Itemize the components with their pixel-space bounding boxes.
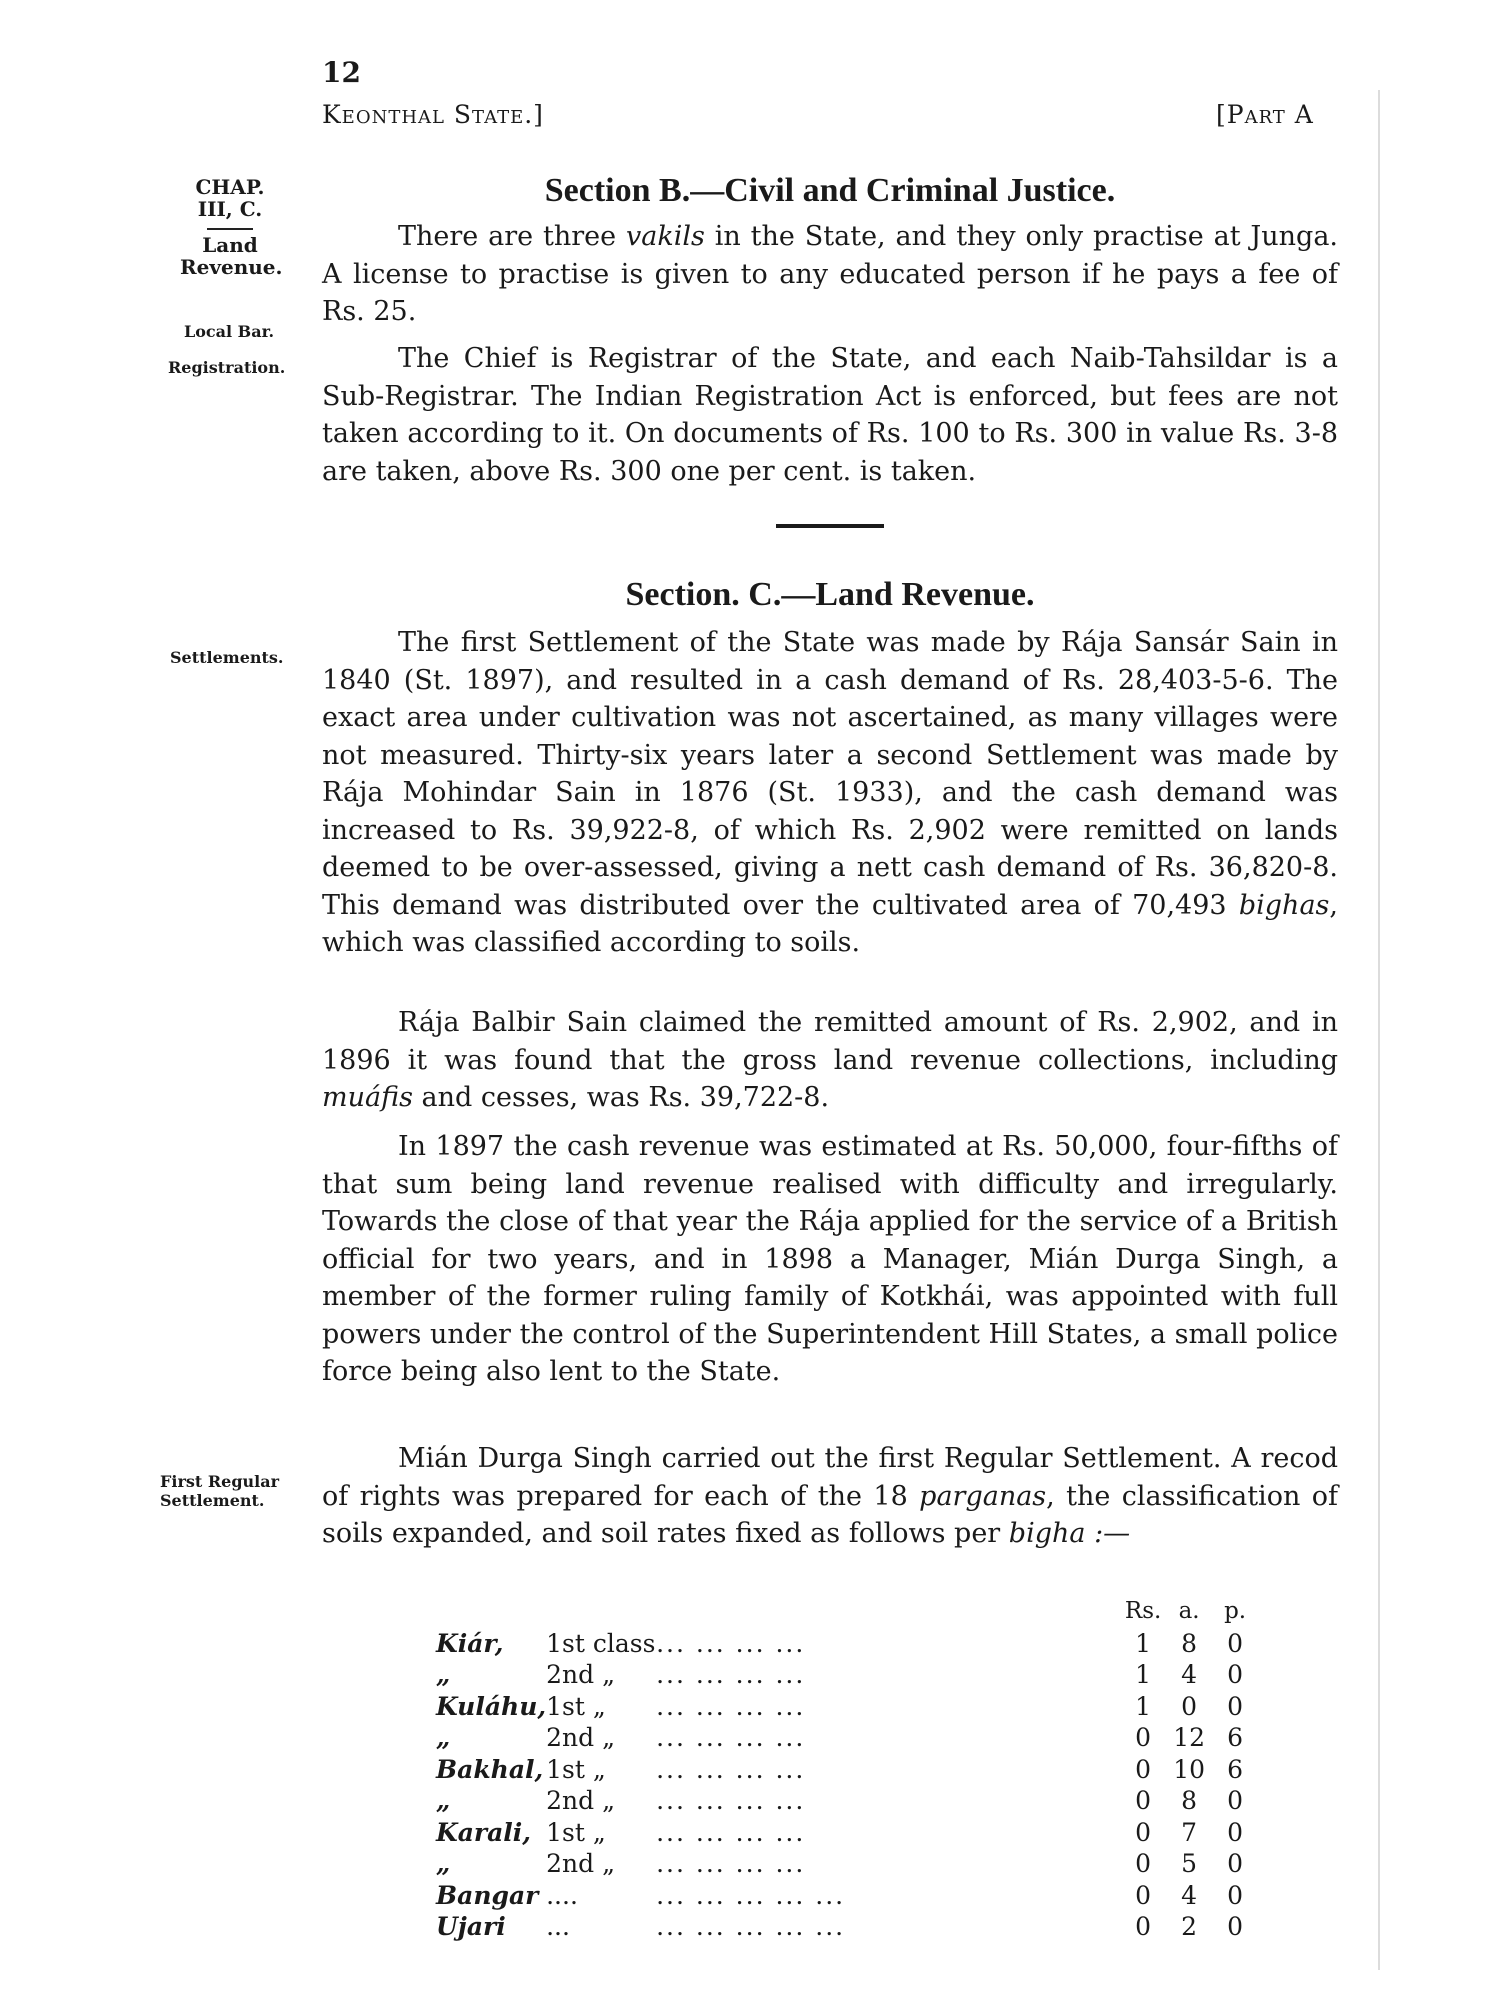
margin-note-local-bar: Local Bar.	[184, 322, 275, 341]
term-parganas: parganas	[919, 1480, 1047, 1512]
soil-name: Bangar	[436, 1880, 539, 1910]
rate-pies: 0	[1227, 1817, 1244, 1847]
soil-name: Ujari	[436, 1912, 506, 1941]
chapter-topic-1: Land	[202, 233, 258, 257]
soil-class: ...	[546, 1912, 570, 1941]
soil-class: ....	[546, 1880, 578, 1910]
table-row	[436, 1691, 1258, 1723]
table-row	[436, 1628, 1258, 1660]
margin-note-line-1: First Regular	[160, 1472, 280, 1491]
rate-pies: 0	[1227, 1880, 1244, 1910]
soil-class: 2nd „	[546, 1660, 616, 1689]
soil-class: 2nd „	[546, 1723, 616, 1752]
section-c-paragraph-3: In 1897 the cash revenue was estimated at Rs. 50,000, four-fifths of that sum being land revenue realised with difficulty and irregularly. Towards the close of that year the Rája applied for the service of a British official for two years, and in 1898 a Manager, Mián Durga Singh, a member of the former ruling family of Kotkhái, was appointed with full powers under the control of the Superintendent Hill States, a small police force being also lent to the State.	[322, 1131, 1338, 1387]
table-row	[436, 1848, 1258, 1880]
rate-rupees: 0	[1135, 1754, 1152, 1784]
leader-dots: ... ... ... ...	[656, 1660, 806, 1689]
soil-name: „	[436, 1723, 451, 1752]
leader-dots: ... ... ... ...	[656, 1723, 806, 1752]
rate-pies: 6	[1227, 1754, 1244, 1784]
leader-dots: ... ... ... ...	[656, 1849, 806, 1878]
soil-class: 1st „	[546, 1754, 606, 1784]
table-row	[436, 1911, 1258, 1943]
rate-annas: 4	[1181, 1880, 1198, 1910]
section-c-paragraph-4: Mián Durga Singh carried out the first Regular Settlement. A recod of rights was prepared for each of the 18 parganas, the classification of soils expanded, and soil rates fixed as follows per bigha :—	[322, 1443, 1338, 1549]
soil-class: 1st „	[546, 1691, 606, 1721]
table-row	[436, 1785, 1258, 1817]
rate-rupees: 0	[1135, 1849, 1152, 1878]
running-head-left: Keonthal State.]	[322, 100, 544, 129]
chapter-label: CHAP.	[195, 175, 265, 199]
margin-note-line-2: Settlement.	[160, 1491, 265, 1510]
table-row	[436, 1817, 1258, 1849]
soil-class: 2nd „	[546, 1849, 616, 1878]
rate-pies: 0	[1227, 1660, 1244, 1689]
rate-pies: 0	[1227, 1912, 1244, 1941]
leader-dots: ... ... ... ... ...	[656, 1912, 846, 1941]
chapter-number: III, C.	[197, 197, 263, 221]
leader-dots: ... ... ... ...	[656, 1691, 806, 1721]
rate-annas: 8	[1181, 1628, 1198, 1658]
chapter-topic-2: Revenue.	[180, 255, 283, 279]
rate-pies: 0	[1227, 1849, 1244, 1878]
table-row	[436, 1880, 1258, 1912]
rate-annas: 7	[1181, 1817, 1198, 1847]
margin-chapter-note	[180, 175, 283, 279]
section-c-heading: Section. C.—Land Revenue.	[625, 576, 1035, 613]
scan-edge-line	[1378, 90, 1380, 1970]
table-row	[436, 1659, 1258, 1691]
soil-class: 1st „	[546, 1817, 606, 1847]
section-b-heading: Section B.—Civil and Criminal Justice.	[544, 172, 1116, 209]
rate-annas: 5	[1181, 1849, 1198, 1878]
leader-dots: ... ... ... ...	[656, 1817, 806, 1847]
rate-annas: 0	[1181, 1691, 1198, 1721]
rate-annas: 4	[1181, 1660, 1198, 1689]
soil-class: 2nd „	[546, 1786, 616, 1815]
column-rupees: Rs.	[1124, 1598, 1162, 1624]
rate-pies: 6	[1227, 1723, 1244, 1752]
section-c-paragraph-2: Rája Balbir Sain claimed the remitted amount of Rs. 2,902, and in 1896 it was found that the gross land revenue collections, including muáfis and cesses, was Rs. 39,722-8.	[322, 1007, 1338, 1113]
soil-rates-table	[436, 1596, 1258, 1943]
section-b-paragraph-1: There are three vakils in the State, and they only practise at Junga. A license to practise is given to any educated person if he pays a fee of Rs. 25.	[322, 221, 1338, 327]
table-header-row	[436, 1596, 1258, 1628]
term-bighas: bighas	[1238, 889, 1330, 921]
rate-rupees: 1	[1135, 1660, 1152, 1689]
term-vakils: vakils	[626, 221, 705, 252]
rate-rupees: 0	[1135, 1723, 1152, 1752]
leader-dots: ... ... ... ...	[656, 1754, 806, 1784]
running-head-right: [Part A	[1216, 100, 1314, 129]
soil-name: Kuláhu,	[436, 1691, 547, 1721]
section-divider	[776, 524, 884, 528]
margin-note-registration: Registration.	[168, 358, 286, 377]
rate-rupees: 0	[1135, 1786, 1152, 1815]
soil-name: „	[436, 1849, 451, 1878]
term-bigha: bigha :—	[1008, 1518, 1131, 1549]
rate-annas: 12	[1173, 1723, 1206, 1752]
rate-annas: 2	[1181, 1912, 1198, 1941]
rate-rupees: 1	[1135, 1628, 1152, 1658]
soil-name: Karali,	[436, 1817, 531, 1847]
section-b-paragraph-2: The Chief is Registrar of the State, and each Naib-Tahsildar is a Sub-Registrar. The Indian Registration Act is enforced, but fees are not taken according to it. On documents of Rs. 100 to Rs. 300 in value Rs. 3-8 are taken, above Rs. 300 one per cent. is taken.	[322, 343, 1338, 487]
rate-annas: 10	[1173, 1754, 1206, 1784]
column-annas: a.	[1178, 1598, 1200, 1624]
margin-note-settlements: Settlements.	[170, 648, 284, 667]
section-c-paragraph-1: The first Settlement of the State was made by Rája Sansár Sain in 1840 (St. 1897), and resulted in a cash demand of Rs. 28,403-5-6. The exact area under cultivation was not ascertained, as many villages were not measured. Thirty-six years later a second Settlement was made by Rája Mohindar Sain in 1876 (St. 1933), and the cash demand was increased to Rs. 39,922-8, of which Rs. 2,902 were remitted on lands deemed to be over-assessed, giving a nett cash demand of Rs. 36,820-8. This demand was distributed over the cultivated area of 70,493 bighas, which was classified according to soils.	[322, 627, 1338, 958]
rate-rupees: 0	[1135, 1817, 1152, 1847]
page-number: 12	[322, 56, 361, 89]
margin-note-first-regular-settlement	[160, 1472, 310, 1510]
leader-dots: ... ... ... ...	[656, 1628, 806, 1658]
soil-name: Bakhal,	[436, 1754, 544, 1784]
rate-annas: 8	[1181, 1786, 1198, 1815]
rate-pies: 0	[1227, 1628, 1244, 1658]
soil-name: Kiár,	[436, 1628, 504, 1658]
chapter-divider	[207, 228, 253, 230]
table-row	[436, 1722, 1258, 1754]
rate-rupees: 1	[1135, 1691, 1152, 1721]
rate-pies: 0	[1227, 1691, 1244, 1721]
table-row	[436, 1754, 1258, 1786]
rate-rupees: 0	[1135, 1912, 1152, 1941]
column-pies: p.	[1224, 1598, 1247, 1624]
leader-dots: ... ... ... ...	[656, 1786, 806, 1815]
soil-class: 1st class	[546, 1628, 656, 1658]
rate-pies: 0	[1227, 1786, 1244, 1815]
soil-name: „	[436, 1660, 451, 1689]
leader-dots: ... ... ... ... ...	[656, 1880, 846, 1910]
rate-rupees: 0	[1135, 1880, 1152, 1910]
soil-name: „	[436, 1786, 451, 1815]
term-muafis: muáfis	[322, 1082, 413, 1113]
